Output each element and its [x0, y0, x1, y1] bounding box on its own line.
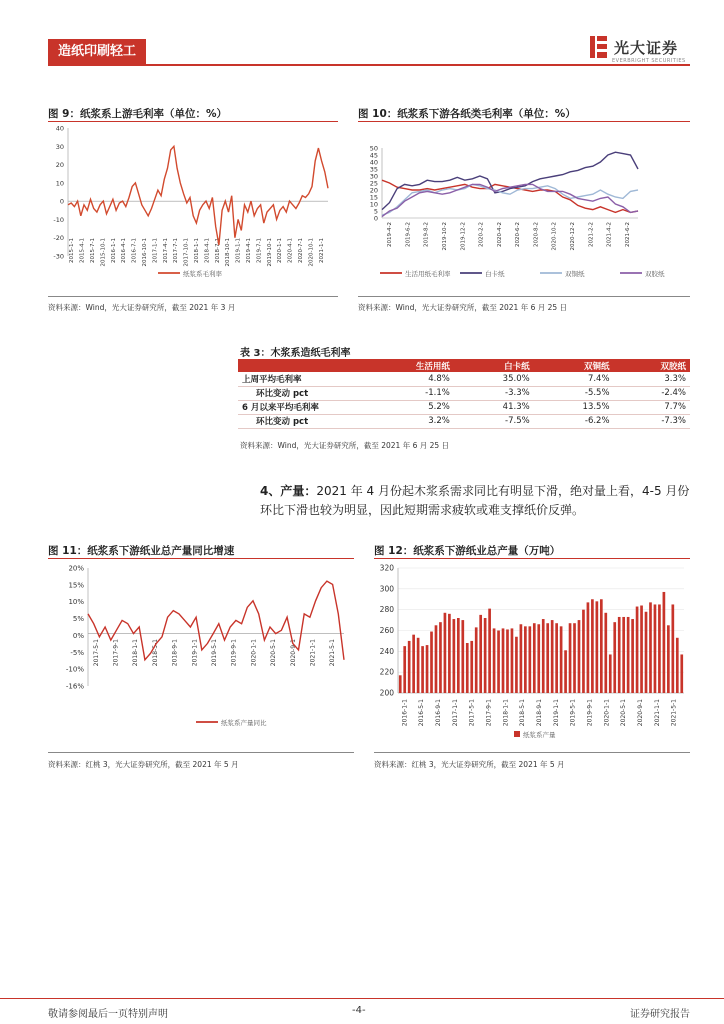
y-tick-label: 5: [373, 207, 378, 216]
x-tick-label: 2019-6-2: [405, 222, 412, 247]
bar: [417, 638, 420, 693]
x-tick-label: 2016-7-1: [131, 238, 138, 263]
x-tick-label: 2021-5-1: [329, 639, 337, 667]
x-tick-label: 2016-10-1: [142, 238, 148, 267]
bar: [569, 623, 572, 693]
table-cell: 41.3%: [454, 400, 534, 414]
brand-logo-icon: [588, 34, 610, 60]
bar: [622, 617, 625, 693]
x-tick-label: 2021-5-1: [670, 699, 678, 727]
y-tick-label: -5%: [70, 648, 84, 657]
table3-source: 资料来源：Wind，光大证券研究所，截至 2021 年 6 月 25 日: [240, 441, 450, 450]
y-tick-label: 220: [379, 667, 394, 677]
x-tick-label: 2018-7-1: [214, 238, 221, 263]
x-tick-label: 2019-5-1: [211, 639, 218, 667]
bar: [524, 626, 527, 693]
fig11-rule: [48, 558, 354, 559]
x-tick-label: 2016-5-1: [418, 699, 426, 727]
table-cell: 3.3%: [614, 372, 690, 386]
bar: [457, 618, 460, 693]
bar: [475, 627, 478, 693]
table3-title: 表 3：木浆系造纸毛利率: [240, 348, 351, 359]
x-tick-label: 2020-12-2: [570, 222, 576, 251]
x-tick-label: 2018-9-1: [171, 639, 179, 667]
bar: [578, 620, 581, 693]
table3-row-label: 6 月以来平均毛利率: [238, 400, 358, 414]
bar: [600, 599, 603, 693]
x-tick-label: 2020-5-1: [270, 639, 278, 667]
bar: [430, 632, 433, 693]
bar: [453, 619, 456, 693]
x-tick-label: 2017-9-1: [485, 699, 493, 727]
fig11-source: 资料来源：红桃 3，光大证券研究所，截至 2021 年 5 月: [48, 760, 239, 769]
bar: [582, 610, 585, 693]
bar: [412, 635, 415, 693]
bar: [528, 626, 531, 693]
x-tick-label: 2020-4-2: [496, 222, 503, 247]
bar: [439, 622, 442, 693]
x-tick-label: 2016-9-1: [435, 699, 443, 727]
fig12-rule: [374, 558, 690, 559]
x-tick-label: 2019-7-1: [256, 238, 263, 263]
x-tick-label: 2016-1-1: [401, 699, 409, 727]
x-tick-label: 2020-5-1: [620, 699, 628, 727]
x-tick-label: 2015-7-1: [90, 238, 96, 263]
table-cell: -2.4%: [614, 386, 690, 400]
x-tick-label: 2017-5-1: [468, 699, 476, 727]
y-tick-label: 25: [369, 179, 378, 188]
bar: [421, 646, 424, 693]
body-paragraph: [260, 482, 690, 520]
fig10-source: 资料来源：Wind，光大证券研究所，截至 2021 年 6 月 25 日: [358, 303, 568, 312]
x-tick-label: 2019-9-1: [230, 639, 238, 667]
x-tick-label: 2020-9-1: [289, 639, 297, 667]
x-tick-label: 2020-1-1: [603, 699, 611, 727]
x-tick-label: 2017-10-1: [183, 238, 190, 267]
table3-row-label: 上周平均毛利率: [238, 372, 358, 386]
x-tick-label: 2019-10-2: [442, 222, 448, 251]
x-tick-label: 2019-8-2: [423, 222, 430, 247]
x-tick-label: 2017-5-1: [92, 639, 100, 667]
bar: [564, 650, 567, 693]
x-tick-label: 2021-1-1: [653, 699, 661, 727]
x-tick-label: 2018-4-1: [204, 238, 211, 263]
y-tick-label: -10%: [65, 665, 84, 674]
y-tick-label: 50: [369, 144, 378, 153]
header-rule: [48, 64, 690, 66]
y-tick-label: 0: [59, 197, 64, 206]
table-cell: 3.2%: [358, 414, 454, 428]
y-tick-label: 10%: [68, 598, 84, 607]
y-tick-label: 35: [369, 165, 378, 174]
table-cell: 35.0%: [454, 372, 534, 386]
bar: [435, 625, 438, 693]
x-tick-label: 2018-5-1: [519, 699, 527, 727]
y-tick-label: 40: [55, 124, 64, 133]
brand-name: 光大证券: [614, 38, 679, 57]
x-tick-label: 2019-1-1: [552, 699, 560, 727]
series-line: [68, 146, 328, 245]
bar: [448, 614, 451, 693]
x-tick-label: 2019-5-1: [569, 699, 577, 727]
x-tick-label: 2018-1-1: [502, 699, 510, 727]
y-tick-label: 10: [55, 179, 64, 188]
fig10-title: 图 10：纸浆系下游各纸类毛利率（单位：%）: [358, 108, 576, 120]
y-tick-label: 45: [369, 151, 378, 160]
y-tick-label: 30: [55, 142, 64, 151]
bar: [573, 623, 576, 693]
bar: [488, 609, 491, 693]
x-tick-label: 2019-1-1: [191, 639, 199, 667]
table-row: [238, 414, 690, 428]
bar: [645, 612, 648, 693]
x-tick-label: 2020-2-2: [478, 222, 485, 247]
y-tick-label: 15%: [68, 581, 84, 590]
footer-rule: [0, 998, 724, 999]
y-tick-label: -20: [53, 234, 64, 243]
y-tick-label: 40: [369, 158, 378, 167]
x-tick-label: 2020-8-2: [533, 222, 540, 247]
x-tick-label: 2020-4-1: [287, 238, 294, 263]
x-tick-label: 2021-6-2: [624, 222, 631, 247]
bar: [408, 641, 411, 693]
bar: [560, 626, 563, 693]
bar: [497, 631, 500, 694]
fig10-rule: [358, 121, 690, 122]
legend-label: 纸浆系产量: [523, 731, 556, 739]
table3-row-label: 环比变动 pct: [238, 386, 358, 400]
y-tick-label: 0: [373, 214, 378, 223]
fig9-chart: [48, 124, 338, 289]
x-tick-label: 2019-9-1: [586, 699, 594, 727]
table-row: [238, 386, 690, 400]
bar: [613, 622, 616, 693]
legend-label: 生活用纸毛利率: [405, 270, 451, 278]
bar: [542, 619, 545, 693]
page-number: -4-: [352, 1005, 366, 1016]
x-tick-label: 2015-10-1: [100, 238, 107, 267]
table-cell: 4.8%: [358, 372, 454, 386]
x-tick-label: 2019-4-1: [246, 238, 252, 263]
legend-swatch: [514, 731, 520, 737]
bar: [399, 675, 402, 693]
bar: [618, 617, 621, 693]
x-tick-label: 2019-4-2: [387, 222, 394, 247]
table-cell: 7.7%: [614, 400, 690, 414]
fig11-source-rule: [48, 752, 354, 753]
table3: [238, 359, 690, 429]
y-tick-label: 0%: [72, 631, 84, 640]
x-tick-label: 2021-4-2: [606, 221, 613, 247]
y-tick-label: 15: [369, 193, 378, 202]
x-tick-label: 2019-1-1: [235, 238, 242, 263]
x-tick-label: 2018-9-1: [536, 699, 543, 727]
table3-header: 白卡纸: [454, 359, 534, 372]
fig11-title: 图 11：纸浆系下游纸业总产量同比增速: [48, 545, 235, 557]
section-header: [48, 38, 146, 66]
fig9-rule: [48, 121, 338, 122]
table-cell: 7.4%: [534, 372, 614, 386]
table3-row-label: 环比变动 pct: [238, 414, 358, 428]
table-row: [238, 372, 690, 386]
bar: [663, 592, 666, 693]
bar: [680, 654, 683, 693]
y-tick-label: 30: [369, 172, 378, 181]
table-cell: -7.5%: [454, 414, 534, 428]
table3-header: 双铜纸: [534, 359, 614, 372]
y-tick-label: 20%: [68, 564, 84, 573]
x-tick-label: 2021-2-2: [588, 221, 595, 247]
x-tick-label: 2021-1-1: [309, 639, 317, 667]
bar: [484, 618, 487, 693]
table3-header: 生活用纸: [358, 359, 454, 372]
y-tick-label: 300: [379, 584, 394, 594]
x-tick-label: 2019-12-2: [460, 222, 467, 251]
x-tick-label: 2020-10-1: [308, 238, 315, 267]
x-tick-label: 2020-6-2: [515, 222, 522, 247]
bar: [609, 654, 612, 693]
legend-label: 白卡纸: [485, 270, 505, 278]
bar: [591, 599, 594, 693]
bar: [636, 607, 639, 693]
bar: [551, 620, 554, 693]
bar: [604, 613, 607, 693]
x-tick-label: 2021-1-1: [318, 238, 325, 263]
fig9-title: 图 9：纸浆系上游毛利率（单位：%）: [48, 108, 227, 120]
legend-label: 纸浆系产量同比: [221, 719, 267, 727]
x-tick-label: 2017-9-1: [112, 639, 120, 667]
y-tick-label: 5%: [72, 615, 84, 624]
bar: [444, 613, 447, 693]
paragraph-text: 2021 年 4 月份起木浆系需求同比有明显下滑，绝对量上看，4-5 月份环比下滑也较为明显，因此短期需求疲软或难支撑纸价反弹。: [260, 484, 690, 517]
x-tick-label: 2020-9-1: [636, 699, 644, 727]
y-tick-label: -10: [53, 215, 64, 224]
bar: [631, 619, 634, 693]
x-tick-label: 2018-10-1: [225, 238, 232, 267]
bar: [640, 606, 643, 694]
table-cell: -7.3%: [614, 414, 690, 428]
fig11-chart: [48, 561, 354, 741]
bar: [461, 620, 464, 693]
bar: [667, 625, 670, 693]
table-cell: -6.2%: [534, 414, 614, 428]
bar: [470, 641, 473, 693]
bar: [426, 645, 429, 693]
brand-logo: [588, 34, 686, 64]
y-tick-label: 260: [379, 626, 394, 635]
table-cell: -3.3%: [454, 386, 534, 400]
bar: [537, 624, 540, 693]
y-tick-label: 240: [379, 646, 394, 656]
bar: [658, 604, 661, 693]
x-tick-label: 2017-7-1: [173, 238, 180, 263]
bar: [671, 604, 674, 693]
bar: [520, 624, 523, 693]
y-tick-label: 200: [379, 688, 394, 698]
x-tick-label: 2015-4-1: [79, 238, 86, 263]
y-tick-label: 20: [369, 186, 378, 195]
bar: [515, 637, 518, 693]
bar: [654, 604, 657, 693]
bar: [511, 628, 514, 693]
table-cell: -1.1%: [358, 386, 454, 400]
table-cell: 5.2%: [358, 400, 454, 414]
fig12-source: 资料来源：红桃 3，光大证券研究所，截至 2021 年 5 月: [374, 760, 565, 769]
bar: [555, 623, 558, 693]
table3-header: 双胶纸: [614, 359, 690, 372]
bar: [493, 628, 496, 693]
paragraph-label: 4、产量：: [260, 484, 317, 498]
fig9-source-rule: [48, 296, 338, 297]
bar: [466, 643, 469, 693]
fig9-source: 资料来源：Wind，光大证券研究所，截至 2021 年 3 月: [48, 303, 236, 312]
bar: [649, 602, 652, 693]
x-tick-label: 2020-1-1: [277, 238, 284, 263]
table3-header-blank: [238, 359, 358, 372]
fig12-source-rule: [374, 752, 690, 753]
x-tick-label: 2016-4-1: [121, 238, 128, 263]
x-tick-label: 2017-1-1: [152, 238, 159, 263]
legend-label: 双铜纸: [565, 270, 585, 278]
y-tick-label: 280: [379, 605, 394, 615]
bar: [533, 623, 536, 693]
y-tick-label: 320: [379, 563, 394, 573]
legend-label: 双胶纸: [645, 270, 665, 278]
fig12-title: 图 12：纸浆系下游纸业总产量（万吨）: [374, 545, 561, 557]
x-tick-label: 2018-1-1: [194, 238, 200, 263]
x-tick-label: 2020-7-1: [298, 238, 304, 263]
footer-report-type: 证券研究报告: [630, 1009, 690, 1020]
bar: [627, 617, 630, 693]
bar: [506, 629, 509, 693]
x-tick-label: 2020-1-1: [250, 639, 258, 667]
legend-label: 纸浆系毛利率: [183, 270, 222, 278]
bar: [479, 615, 482, 693]
series-line: [382, 152, 638, 209]
x-tick-label: 2017-1-1: [451, 699, 459, 727]
fig10-chart: [358, 124, 690, 289]
section-tag: 造纸印刷轻工: [48, 39, 146, 65]
y-tick-label: -16%: [65, 682, 84, 691]
bar: [587, 602, 590, 693]
bar: [676, 638, 679, 693]
fig12-chart: [374, 561, 690, 741]
bar: [403, 646, 406, 693]
series-line: [382, 180, 638, 212]
x-tick-label: 2015-1-1: [69, 238, 76, 263]
bar: [502, 628, 505, 693]
footer-disclaimer: 敬请参阅最后一页特别声明: [48, 1009, 168, 1020]
x-tick-label: 2017-4-1: [162, 238, 169, 263]
y-tick-label: 20: [55, 161, 64, 170]
y-tick-label: 10: [369, 200, 378, 209]
table-cell: 13.5%: [534, 400, 614, 414]
x-tick-label: 2018-5-1: [151, 639, 159, 667]
bar: [596, 601, 599, 693]
y-tick-label: -30: [53, 252, 64, 261]
fig10-source-rule: [358, 296, 690, 297]
x-tick-label: 2019-10-1: [266, 238, 273, 267]
x-tick-label: 2018-1-1: [132, 639, 140, 667]
x-tick-label: 2016-1-1: [110, 238, 117, 263]
x-tick-label: 2020-10-2: [551, 222, 558, 251]
bar: [546, 623, 549, 693]
brand-name-en: EVERBRIGHT SECURITIES: [612, 58, 686, 64]
table3-header-row: [238, 359, 690, 372]
table-cell: -5.5%: [534, 386, 614, 400]
table-row: [238, 400, 690, 414]
